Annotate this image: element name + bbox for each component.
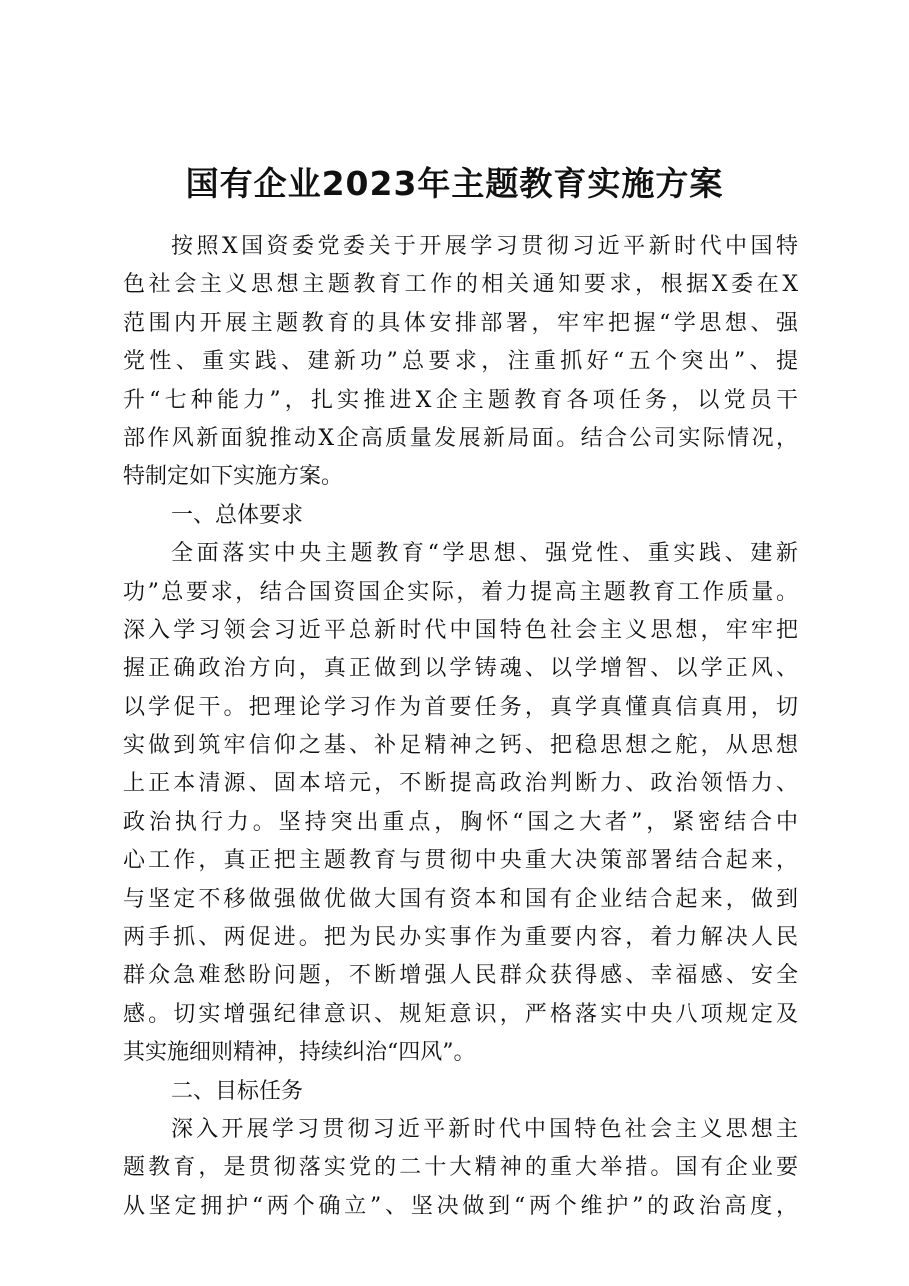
text-line: 政治执行力。坚持突出重点，胸怀“国之大者”，紧密结合中: [123, 809, 798, 835]
text-line: 心工作，真正把主题教育与贯彻中央重大决策部署结合起来，: [123, 848, 798, 874]
text-line: 范围内开展主题教育的具体安排部署，牢牢把握“学思想、强: [123, 310, 798, 336]
text-line: 其实施细则精神，持续纠治“四风”。: [123, 1040, 476, 1066]
text-line: 升“七种能力”，扎实推进X企主题教育各项任务，以党员干: [123, 387, 798, 413]
document-title: 国有企业2023年主题教育实施方案: [185, 164, 724, 203]
text-line: 感。切实增强纪律意识、规矩意识，严格落实中央八项规定及: [123, 1001, 798, 1027]
text-line: 两手抓、两促进。把为民办实事作为重要内容，着力解决人民: [123, 925, 798, 951]
text-line: 按照X国资委党委关于开展学习贯彻习近平新时代中国特: [171, 234, 798, 259]
text-line: 全面落实中央主题教育“学思想、强党性、重实践、建新: [171, 541, 798, 567]
text-line: 特制定如下实施方案。: [123, 464, 344, 490]
text-line: 题教育，是贯彻落实党的二十大精神的重大举措。国有企业要: [123, 1155, 798, 1181]
text-line: 深入开展学习贯彻习近平新时代中国特色社会主义思想主: [171, 1116, 798, 1142]
text-line: 色社会主义思想主题教育工作的相关通知要求，根据X委在X: [123, 272, 798, 298]
text-line: 部作风新面貌推动X企高质量发展新局面。结合公司实际情况，: [123, 425, 798, 451]
text-line: 握正确政治方向，真正做到以学铸魂、以学增智、以学正风、: [123, 656, 798, 682]
text-line: 从坚定拥护“两个确立”、坚决做到“两个维护”的政治高度，: [123, 1193, 798, 1219]
text-line: 二、目标任务: [171, 1078, 304, 1104]
text-line: 功”总要求，结合国资国企实际，着力提高主题教育工作质量。: [123, 579, 798, 605]
text-line: 与坚定不移做强做优做大国有资本和国有企业结合起来，做到: [123, 886, 798, 912]
text-line: 深入学习领会习近平总新时代中国特色社会主义思想，牢牢把: [123, 617, 798, 643]
text-line: 上正本清源、固本培元，不断提高政治判断力、政治领悟力、: [123, 771, 798, 797]
text-line: 党性、重实践、建新功”总要求，注重抓好“五个突出”、提: [123, 349, 798, 375]
text-line: 一、总体要求: [171, 502, 304, 528]
text-line: 以学促干。把理论学习作为首要任务，真学真懂真信真用，切: [123, 694, 798, 720]
text-line: 群众急难愁盼问题，不断增强人民群众获得感、幸福感、安全: [123, 963, 798, 989]
text-line: 实做到筑牢信仰之基、补足精神之钙、把稳思想之舵，从思想: [123, 733, 798, 759]
document-body: [123, 228, 798, 1226]
